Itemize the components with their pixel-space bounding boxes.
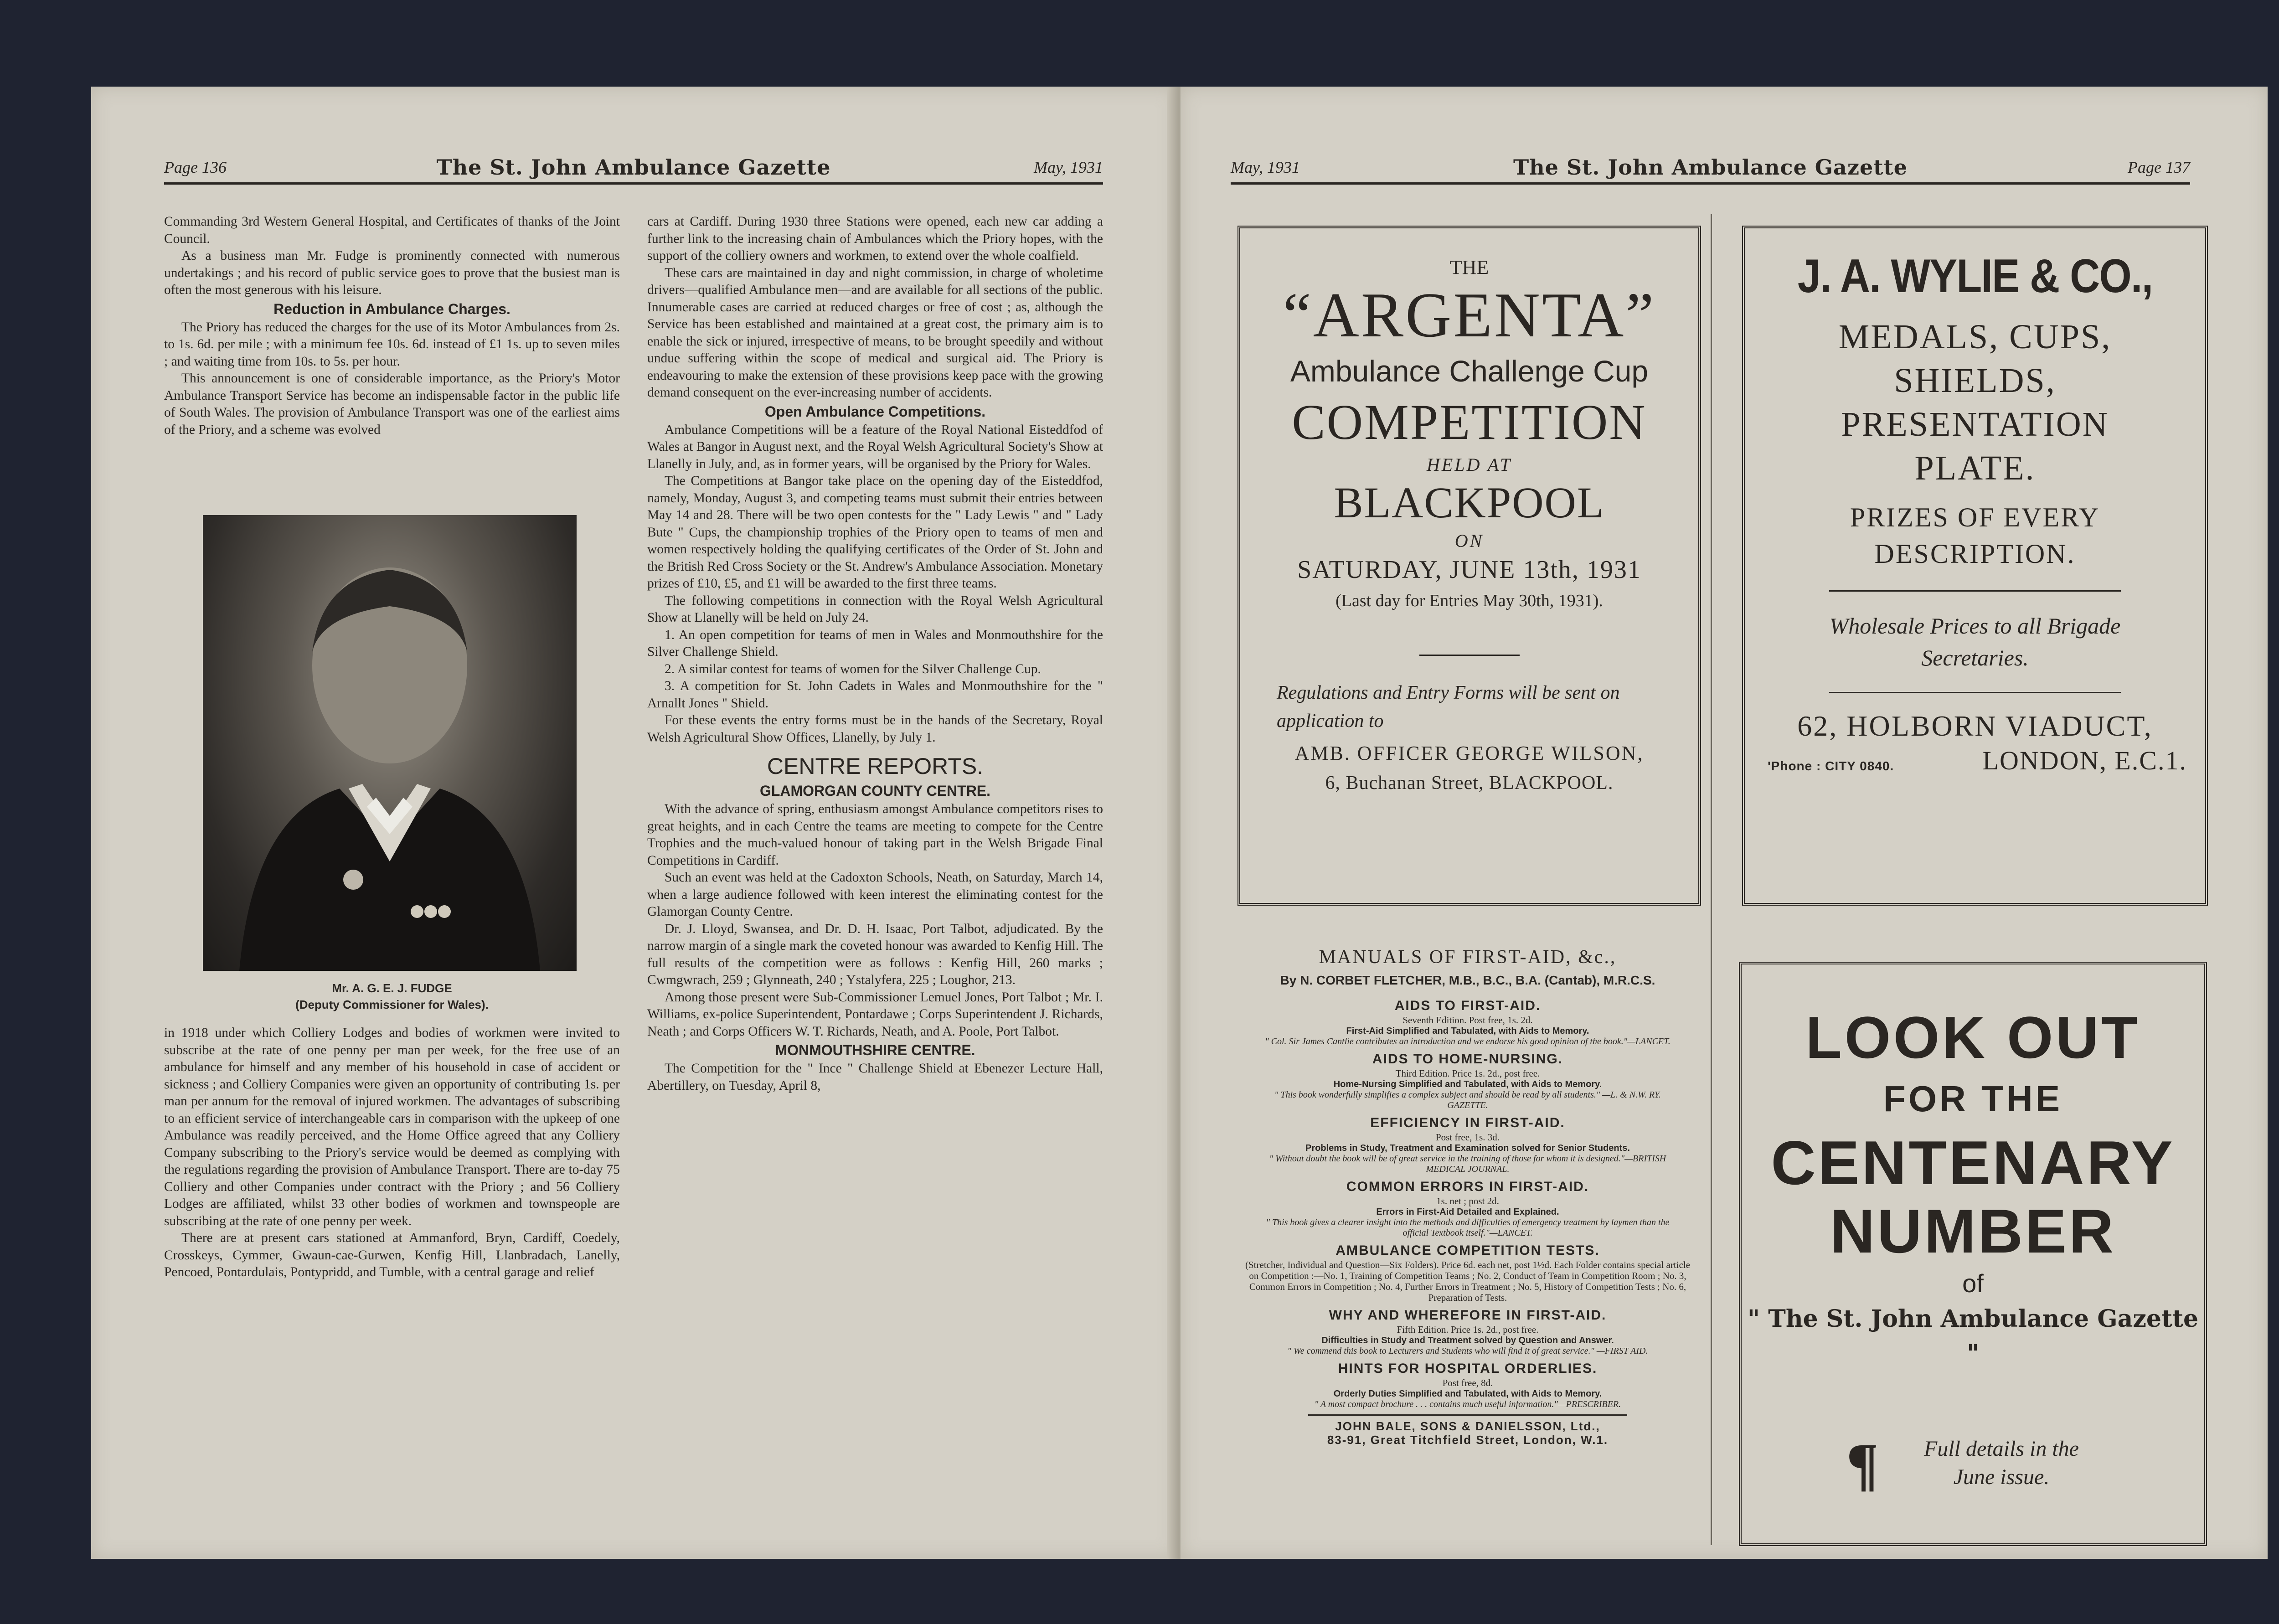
manual-book-title: WHY AND WHEREFORE IN FIRST-AID. bbox=[1329, 1308, 1607, 1323]
manual-book-entry bbox=[1240, 1242, 1696, 1303]
page-number: Page 136 bbox=[164, 158, 227, 176]
argenta-regulations: Regulations and Entry Forms will be sent on application to bbox=[1277, 682, 1620, 732]
wylie-line2: SHIELDS, bbox=[1894, 361, 2056, 400]
manual-book-review: " We commend this book to Lecturers and Students who will find it of great service." —FIRST AID. bbox=[1287, 1346, 1648, 1356]
argenta-subtitle: Ambulance Challenge Cup bbox=[1290, 354, 1649, 388]
wylie-name: J. A. WYLIE & CO., bbox=[1797, 250, 2153, 303]
right-page bbox=[1181, 87, 2268, 1559]
lookout-line4: NUMBER bbox=[1830, 1196, 2116, 1266]
wylie-advertisement bbox=[1742, 226, 2208, 906]
manual-book-edition: 1s. net ; post 2d. bbox=[1436, 1196, 1499, 1206]
argenta-on: ON bbox=[1454, 531, 1484, 551]
argenta-last-day: (Last day for Entries May 30th, 1931). bbox=[1335, 591, 1603, 610]
manual-book-title: AIDS TO HOME-NURSING. bbox=[1372, 1052, 1563, 1067]
manual-book-edition: Third Edition. Price 1s. 2d., post free. bbox=[1395, 1068, 1540, 1079]
left-column-bottom bbox=[164, 1025, 620, 1281]
paragraph: The Competitions at Bangor take place on the opening day of the Eisteddfod, namely, Monday, August 3, and competing teams must submit their entries between May 14 and 28. There will be two open contests for the " Lady Lewis " and " Lady Bute " Cups, the championship trophies of the Priory open to teams of men and women respectively holding the qualifying certificates of the Order of St. John and the British Red Cross Society or the St. Andrew's Ambulance Association. Monetary prizes of £10, £5, and £1 will be awarded to the first three teams. bbox=[647, 474, 1103, 591]
paragraph-group bbox=[164, 319, 620, 439]
lookout-line3: CENTENARY bbox=[1771, 1128, 2175, 1197]
gazette-title: The St. John Ambulance Gazette bbox=[436, 155, 831, 180]
manual-book-edition: Fifth Edition. Price 1s. 2d., post free. bbox=[1397, 1324, 1539, 1335]
open-competitions-heading: Open Ambulance Competitions. bbox=[764, 403, 986, 420]
manuals-book-list bbox=[1240, 997, 1696, 1410]
reduction-heading: Reduction in Ambulance Charges. bbox=[273, 300, 510, 317]
manual-book-edition: Post free, 1s. 3d. bbox=[1436, 1132, 1500, 1143]
wylie-address2: LONDON, E.C.1. bbox=[1982, 746, 2187, 775]
lookout-details: Full details in the June issue. bbox=[1924, 1437, 2079, 1489]
manual-book-description: Difficulties in Study and Treatment solved by Question and Answer. bbox=[1321, 1335, 1614, 1346]
wylie-line5: PRIZES OF EVERY bbox=[1850, 502, 2100, 532]
page-number: Page 137 bbox=[2128, 158, 2190, 176]
paragraph-group bbox=[647, 801, 1103, 1040]
lookout-line1: LOOK OUT bbox=[1805, 1004, 2140, 1071]
publisher-address: 83-91, Great Titchfield Street, London, W.1. bbox=[1327, 1433, 1609, 1447]
paragraph: As a business man Mr. Fudge is prominently connected with numerous undertakings ; and his record of public service goes to prove that the busiest man is often the most generous with his leisure. bbox=[164, 248, 620, 297]
manual-book-title: AIDS TO FIRST-AID. bbox=[1394, 998, 1541, 1013]
publisher-name: JOHN BALE, SONS & DANIELSSON, Ltd., bbox=[1335, 1419, 1600, 1433]
paragraph: Ambulance Competitions will be a feature of the Royal National Eisteddfod of Wales at Bangor in August next, and the Royal Welsh Agricultural Society's Show at Llanelly in July, and, as in former years, will be organised by the Priory for Wales. bbox=[647, 422, 1103, 471]
manual-book-entry bbox=[1240, 1360, 1696, 1410]
paragraph: 2. A similar contest for teams of women for the Silver Challenge Cup. bbox=[665, 661, 1041, 676]
divider-rule bbox=[1829, 692, 2121, 693]
argenta-place: BLACKPOOL bbox=[1334, 478, 1605, 527]
manual-book-review: " This book wonderfully simplifies a complex subject and should be read by all students." —L. & N.W. RY. GAZETTE. bbox=[1274, 1090, 1661, 1110]
wylie-line6: DESCRIPTION. bbox=[1874, 539, 2076, 569]
pilcrow-icon: ¶ bbox=[1846, 1432, 1879, 1497]
argenta-name: “ARGENTA” bbox=[1283, 280, 1656, 351]
divider-rule bbox=[1308, 1414, 1627, 1416]
manuals-title: MANUALS OF FIRST-AID, &c., bbox=[1319, 947, 1617, 968]
argenta-contact-address: 6, Buchanan Street, BLACKPOOL. bbox=[1325, 773, 1614, 794]
argenta-contact-name: AMB. OFFICER GEORGE WILSON, bbox=[1294, 742, 1644, 764]
centre-reports-heading: CENTRE REPORTS. bbox=[767, 753, 984, 779]
paragraph-group bbox=[164, 1025, 620, 1281]
paragraph-group bbox=[647, 422, 1103, 747]
paragraph: Among those present were Sub-Commissioner Lemuel Jones, Port Talbot ; Mr. I. Williams, ex-police Superintendent, Pontardawe ; Corps Superintendent J. Richards, Neath ; and Corps Officers W. T. Richards, Neath, and A. Poole, Port Talbot. bbox=[647, 990, 1103, 1039]
manual-book-title: AMBULANCE COMPETITION TESTS. bbox=[1335, 1243, 1600, 1258]
paragraph: 1. An open competition for teams of men in Wales and Monmouthshire for the Silver Challenge Shield. bbox=[647, 627, 1103, 659]
paragraph: These cars are maintained in day and night commission, in charge of wholetime drivers—qualified Ambulance men—and are available for all sections of the public. Innumerable cases are carried at reduced charges or free of cost ; as, although the Service has been established and maintained at a great cost, the primary aim is to enable the sick or injured, irrespective of means, to be brought speedily and without undue suffering within the scope of medical and surgical aid. The Priory is endeavouring to make the extension of these provisions keep pace with the growing demand consequent on the ever-increasing number of accidents. bbox=[647, 265, 1103, 400]
manual-book-entry bbox=[1240, 1178, 1696, 1238]
manual-book-title: EFFICIENCY IN FIRST-AID. bbox=[1370, 1115, 1565, 1130]
paragraph: There are at present cars stationed at Ammanford, Bryn, Cardiff, Coedely, Crosskeys, Cymmer, Gwaun-cae-Gurwen, Kenfig Hill, Llanbradach, Lanelly, Pencoed, Pontardulais, Pontypridd, and Tumble, with a central garage and relief bbox=[164, 1231, 620, 1279]
argenta-held-at: HELD AT bbox=[1427, 454, 1512, 475]
paragraph: This announcement is one of considerable importance, as the Priory's Motor Ambulance Transport Service has become an indispensable factor in the public life of South Wales. The provision of Ambulance Transport was one of the earliest aims of the Priory, and a scheme was evolved bbox=[164, 371, 620, 437]
wylie-line3: PRESENTATION bbox=[1841, 405, 2109, 443]
argenta-competition: COMPETITION bbox=[1292, 394, 1647, 450]
lookout-line6: " The St. John Ambulance Gazette " bbox=[1747, 1305, 2199, 1367]
manual-book-review: " Col. Sir James Cantlie contributes an introduction and we endorse his good opinion of the book."—LANCET. bbox=[1265, 1036, 1671, 1047]
wylie-line1: MEDALS, CUPS, bbox=[1838, 318, 2112, 356]
manual-book-description: First-Aid Simplified and Tabulated, with Aids to Memory. bbox=[1346, 1026, 1589, 1036]
lookout-advertisement bbox=[1739, 962, 2207, 1546]
caption-title: (Deputy Commissioner for Wales). bbox=[295, 998, 489, 1011]
issue-date: May, 1931 bbox=[1231, 158, 1300, 176]
paragraph: cars at Cardiff. During 1930 three Stations were opened, each new car adding a further link to the increasing chain of Ambulances which the Priory hopes, with the support of the colliery owners and workmen, to extend over the whole coalfield. bbox=[647, 214, 1103, 263]
manual-book-title: HINTS FOR HOSPITAL ORDERLIES. bbox=[1338, 1361, 1598, 1376]
wylie-address1: 62, HOLBORN VIADUCT, bbox=[1797, 710, 2153, 742]
monmouth-heading: MONMOUTHSHIRE CENTRE. bbox=[775, 1042, 975, 1058]
right-page-header bbox=[1231, 155, 2190, 185]
paragraph: The Competition for the " Ince " Challenge Shield at Ebenezer Lecture Hall, Abertillery, on Tuesday, April 8, bbox=[647, 1061, 1103, 1093]
portrait-photo bbox=[203, 515, 577, 971]
paragraph: Such an event was held at the Cadoxton Schools, Neath, on Saturday, March 14, when a large audience followed with keen interest the eliminating contest for the Glamorgan County Centre. bbox=[647, 870, 1103, 919]
manual-book-review: " Without doubt the book will be of great service in the training of those for whom it is designed."—BRITISH MEDICAL JOURNAL. bbox=[1269, 1154, 1666, 1174]
paragraph: The Priory has reduced the charges for the use of its Motor Ambulances from 2s. to 1s. 6d. per mile ; with a minimum fee 10s. 6d. instead of £1 1s. up to seven miles ; and waiting time from 10s. to 5s. per hour. bbox=[164, 320, 620, 369]
left-column-top bbox=[164, 213, 620, 438]
right-column bbox=[647, 213, 1103, 1094]
argenta-advertisement bbox=[1237, 226, 1701, 906]
manual-book-review: " This book gives a clearer insight into the methods and difficulties of emergency treatment by laymen than the official Textbook itself."—LANCET. bbox=[1266, 1217, 1670, 1238]
argenta-date: SATURDAY, JUNE 13th, 1931 bbox=[1297, 556, 1641, 584]
lookout-line2: FOR THE bbox=[1883, 1078, 2063, 1119]
lookout-line5: of bbox=[1962, 1269, 1984, 1298]
left-page-header bbox=[164, 155, 1103, 185]
manual-book-entry bbox=[1240, 1307, 1696, 1356]
glamorgan-heading: GLAMORGAN COUNTY CENTRE. bbox=[759, 783, 991, 799]
paragraph-group bbox=[647, 1060, 1103, 1094]
divider-rule bbox=[1419, 655, 1520, 656]
wylie-line4: PLATE. bbox=[1914, 449, 2036, 487]
manual-book-description: Home-Nursing Simplified and Tabulated, with Aids to Memory. bbox=[1333, 1079, 1602, 1089]
portrait-figure-icon bbox=[203, 515, 577, 971]
manual-book-entry bbox=[1240, 997, 1696, 1047]
paragraph: With the advance of spring, enthusiasm amongst Ambulance competitors rises to great heights, and in each Centre the teams are meeting to compete for the Centre Trophies and the much-valued honour of taking part in the Welsh Brigade Final Competitions in Cardiff. bbox=[647, 802, 1103, 868]
argenta-the: THE bbox=[1449, 256, 1489, 278]
paragraph: Dr. J. Lloyd, Swansea, and Dr. D. H. Isaac, Port Talbot, adjudicated. By the narrow margin of a single mark the coveted honour was awarded to Kenfig Hill. The full results of the competition were as follows : Kenfig Hill, 260 marks ; Cwmgwrach, 259 ; Glynneath, 240 ; Ystalyfera, 225 ; Loughor, 213. bbox=[647, 921, 1103, 987]
wylie-address-row bbox=[1745, 745, 2205, 777]
left-page bbox=[91, 87, 1176, 1559]
issue-date: May, 1931 bbox=[1034, 158, 1103, 176]
paragraph: 3. A competition for St. John Cadets in Wales and Monmouthshire for the " Arnallt Jones " Shield. bbox=[647, 679, 1103, 711]
paragraph: in 1918 under which Colliery Lodges and bodies of workmen were invited to subscribe at the rate of one penny per man per week, for the free use of an ambulance for himself and any member of his household in case of accident or sickness ; and Colliery Companies were given an opportunity of contributing 1s. per man per annum for the removal of injured workmen. The advantages of subscribing to an efficient service of interchangeable cars in comparison with the upkeep of one Ambulance was readily perceived, and the Home Office agreed that any Colliery Company subscribing to the Priory's service would be deemed as complying with the regulations regarding the provision of Ambulance Transport. There are to-day 75 Colliery and other Companies under contract with the Priory ; and 56 Colliery Lodges are affiliated, whilst 33 other bodies of workmen and townspeople are subscribing at the rate of one penny per week. bbox=[164, 1026, 620, 1228]
manual-book-review: " A most compact brochure . . . contains much useful information."—PRESCRIBER. bbox=[1314, 1399, 1621, 1409]
wylie-phone: 'Phone : CITY 0840. bbox=[1768, 759, 1894, 773]
gazette-title: The St. John Ambulance Gazette bbox=[1513, 155, 1908, 180]
manuals-advertisement bbox=[1240, 943, 1696, 1447]
manual-book-description: Problems in Study, Treatment and Examination solved for Senior Students. bbox=[1305, 1143, 1630, 1153]
manual-book-description: Errors in First-Aid Detailed and Explained. bbox=[1376, 1207, 1559, 1217]
paragraph-group bbox=[164, 213, 620, 299]
caption-name: Mr. A. G. E. J. FUDGE bbox=[332, 981, 452, 995]
paragraph-group bbox=[647, 213, 1103, 402]
wylie-wholesale: Wholesale Prices to all Brigade Secretaries. bbox=[1829, 613, 2121, 670]
manual-book-edition: Post free, 8d. bbox=[1442, 1377, 1493, 1388]
manual-book-entry bbox=[1240, 1051, 1696, 1111]
manual-book-entry bbox=[1240, 1114, 1696, 1175]
manuals-author: By N. CORBET FLETCHER, M.B., B.C., B.A. (Cantab), M.R.C.S. bbox=[1280, 973, 1655, 987]
photo-caption bbox=[164, 980, 620, 1013]
paragraph: The following competitions in connection with the Royal Welsh Agricultural Show at Llanelly will be held on July 24. bbox=[647, 593, 1103, 625]
manual-book-edition: (Stretcher, Individual and Question—Six Folders). Price 6d. each net, post 1½d. Each Folder contains special article on Competition :—No. 1, Training of Competition Teams ; No. 2, Conduct of Team in Competition Room ; No. 3, Common Errors in Competition ; No. 4, Further Errors in Treatment ; No. 5, History of Competition Tests ; No. 6, Preparation of Tests. bbox=[1245, 1259, 1690, 1303]
column-divider bbox=[1711, 214, 1712, 1545]
manual-book-title: COMMON ERRORS IN FIRST-AID. bbox=[1346, 1179, 1589, 1194]
paragraph: Commanding 3rd Western General Hospital, and Certificates of thanks of the Joint Council. bbox=[164, 214, 620, 246]
paragraph: For these events the entry forms must be in the hands of the Secretary, Royal Welsh Agricultural Show Offices, Llanelly, by July 1. bbox=[647, 713, 1103, 745]
lookout-details-row bbox=[1742, 1432, 2204, 1526]
manual-book-description: Orderly Duties Simplified and Tabulated, with Aids to Memory. bbox=[1333, 1389, 1602, 1399]
manual-book-edition: Seventh Edition. Post free, 1s. 2d. bbox=[1402, 1015, 1533, 1026]
divider-rule bbox=[1829, 590, 2121, 592]
